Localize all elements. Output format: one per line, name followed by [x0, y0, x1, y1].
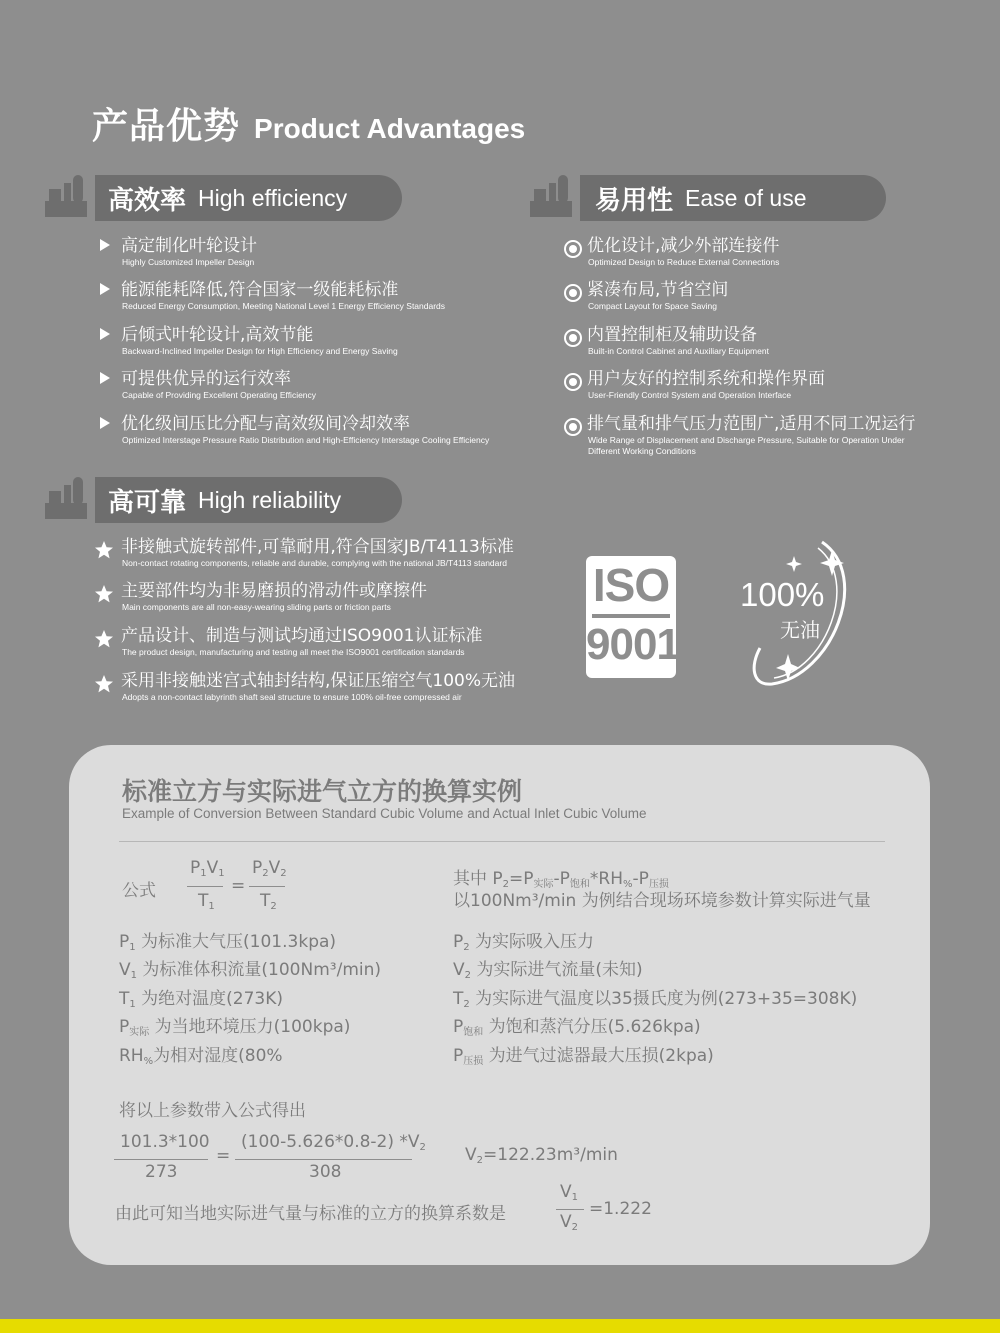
iso-label: ISO: [592, 559, 670, 611]
fraction-bar: [187, 886, 223, 887]
where-prefix: 其中 P: [453, 869, 503, 889]
list-item: [563, 324, 769, 357]
oil-free-badge: [732, 536, 852, 692]
formula-lhs-denominator: $T_1$: [198, 891, 215, 912]
definition-row: $V_2$ 为实际进气流量(未知): [453, 960, 643, 981]
card-title: 标准立方与实际进气立方的换算实例: [122, 777, 523, 806]
item-subtitle: Main components are all non-easy-wearing sliding parts or friction parts: [122, 602, 391, 612]
substitution-rhs-denominator: 308: [309, 1162, 342, 1182]
list-item: [97, 368, 316, 401]
list-item: [563, 413, 915, 457]
conclusion-text: 由此可知当地实际进气量与标准的立方的换算系数是: [115, 1204, 506, 1224]
formula-rhs-numerator: $P_2V_2$: [252, 858, 287, 879]
list-item: [94, 536, 514, 569]
star-bullet-icon: [94, 629, 114, 649]
star-bullet-icon: [94, 674, 114, 694]
card-divider: [119, 841, 885, 842]
triangle-bullet-icon: [100, 283, 110, 295]
card-subtitle: Example of Conversion Between Standard Cubic Volume and Actual Inlet Cubic Volume: [122, 806, 647, 821]
item-subtitle: Compact Layout for Space Saving: [588, 301, 717, 311]
item-title: 高定制化叶轮设计: [121, 236, 257, 256]
substitution-lhs-numerator: 101.3*100: [120, 1132, 210, 1152]
fraction-bar: [235, 1159, 412, 1160]
definition-row: $P_2$ 为实际吸入压力: [453, 932, 595, 953]
item-title: 主要部件均为非易磨损的滑动件或摩擦件: [121, 581, 427, 601]
iso9001-badge: [586, 556, 680, 678]
item-title: 后倾式叶轮设计,高效节能: [121, 325, 314, 345]
item-subtitle: Reduced Energy Consumption, Meeting National Level 1 Energy Efficiency Standards: [122, 301, 446, 311]
item-subtitle: The product design, manufacturing and testing all meet the ISO9001 certification standards: [122, 647, 465, 657]
oil-free-label: 无油: [780, 618, 820, 642]
item-subtitle: Backward-Inclined Impeller Design for High Efficiency and Energy Saving: [122, 346, 398, 356]
list-item: [97, 235, 257, 268]
compressor-icon: [43, 171, 89, 221]
definition-row: $P_1$ 为标准大气压(101.3kpa): [119, 932, 337, 953]
page-title-zh: 产品优势: [92, 106, 241, 147]
list-item: [563, 368, 825, 401]
target-bullet-icon: [563, 372, 583, 392]
section-tab-reliability: [95, 477, 402, 523]
item-title: 采用非接触迷宫式轴封结构,保证压缩空气100%无油: [121, 671, 516, 691]
list-item: [563, 235, 779, 268]
fraction-bar: [249, 886, 285, 887]
section-title-en: High reliability: [198, 486, 342, 513]
section-title-zh: 高可靠: [108, 487, 187, 518]
section-title-zh: 高效率: [108, 185, 187, 216]
triangle-bullet-icon: [100, 239, 110, 251]
star-bullet-icon: [94, 540, 114, 560]
iso-number: 9001: [586, 620, 680, 669]
list-item: [94, 580, 427, 613]
item-title: 内置控制柜及辅助设备: [587, 325, 757, 345]
list-item: [97, 413, 489, 446]
item-subtitle-line2: Different Working Conditions: [588, 446, 696, 456]
oil-free-percent: 100%: [740, 576, 825, 613]
list-item: [97, 279, 445, 312]
section-tab-ease: [580, 175, 886, 221]
result: $V_2=122.23m^3/\min$: [465, 1145, 618, 1166]
star-bullet-icon: [94, 584, 114, 604]
item-title: 用户友好的控制系统和操作界面: [587, 369, 825, 389]
item-title: 紧凑布局,节省空间: [587, 280, 729, 300]
triangle-bullet-icon: [100, 328, 110, 340]
triangle-bullet-icon: [100, 417, 110, 429]
badge-divider: [592, 614, 670, 618]
equals-sign: =: [231, 876, 246, 896]
section-title-en: Ease of use: [685, 184, 807, 211]
definition-row: $P_{饱和}$ 为饱和蒸汽分压(5.626kpa): [453, 1017, 701, 1038]
coef-value: =1.222: [589, 1199, 652, 1219]
page-title-en: Product Advantages: [254, 113, 526, 144]
definition-row: $P_{压损}$ 为进气过滤器最大压损(2kpa): [453, 1046, 714, 1067]
compressor-icon: [528, 171, 574, 221]
fraction-bar: [556, 1209, 584, 1210]
list-item: [563, 279, 728, 312]
section-title-en: High efficiency: [198, 184, 348, 211]
item-title: 优化级间压比分配与高效级间冷却效率: [121, 414, 410, 434]
bottom-accent-stripe: [0, 1319, 1000, 1333]
list-item: [94, 670, 515, 703]
definition-row: $P_{实际}$ 为当地环境压力(100kpa): [119, 1017, 351, 1038]
item-subtitle: Non-contact rotating components, reliable and durable, complying with the national JB/T4113 standard: [122, 558, 507, 568]
definition-row: $T_2$ 为实际进气温度以35摄氏度为例(273+35=308K): [453, 989, 858, 1010]
target-bullet-icon: [563, 417, 583, 437]
item-subtitle: Highly Customized Impeller Design: [122, 257, 255, 267]
formula-lhs-numerator: $P_1V_1$: [190, 858, 225, 879]
triangle-bullet-icon: [100, 372, 110, 384]
p2-definition: 其中 $P_2=P_{实际}-P_{饱和}*RH_{\%}-P_{压损}$: [453, 869, 669, 890]
item-title: 能源能耗降低,符合国家一级能耗标准: [121, 280, 399, 300]
fraction-bar: [114, 1159, 208, 1160]
substitution-lhs-denominator: 273: [145, 1162, 178, 1182]
formula-rhs-denominator: $T_2$: [260, 891, 277, 912]
coef-denominator: $V_2$: [560, 1212, 579, 1233]
item-title: 产品设计、制造与测试均通过ISO9001认证标准: [121, 626, 483, 646]
target-bullet-icon: [563, 328, 583, 348]
target-bullet-icon: [563, 283, 583, 303]
definition-row: $RH_{\%}$为相对湿度(80%: [119, 1046, 283, 1067]
compressor-icon: [43, 473, 89, 523]
item-title: 可提供优异的运行效率: [121, 369, 291, 389]
item-subtitle: User-Friendly Control System and Operation Interface: [588, 390, 792, 400]
list-item: [97, 324, 398, 357]
substitution-rhs-numerator: (100-5.626*0.8-2) $*V_2$: [241, 1132, 426, 1153]
item-subtitle: Wide Range of Displacement and Discharge Pressure, Suitable for Operation Under: [588, 435, 905, 445]
section-tab-efficiency: [95, 175, 402, 221]
formula-label: 公式: [122, 881, 156, 901]
coef-numerator: $V_1$: [560, 1182, 579, 1203]
conversion-card: [69, 745, 930, 1265]
definition-row: $V_1$ 为标准体积流量(100Nm³/min): [119, 960, 382, 981]
list-item: [94, 625, 482, 658]
item-subtitle: Built-in Control Cabinet and Auxiliary Equipment: [588, 346, 769, 356]
calc-note: 以100Nm³/min 为例结合现场环境参数计算实际进气量: [453, 891, 871, 911]
item-title: 排气量和排气压力范围广,适用不同工况运行: [587, 414, 916, 434]
item-title: 优化设计,减少外部连接件: [587, 236, 780, 256]
section-title-zh: 易用性: [595, 185, 674, 216]
equals-sign: =: [216, 1146, 231, 1166]
substitute-note: 将以上参数带入公式得出: [119, 1101, 306, 1121]
item-subtitle: Capable of Providing Excellent Operating Efficiency: [122, 390, 317, 400]
definition-row: $T_1$ 为绝对温度(273K): [119, 989, 284, 1010]
target-bullet-icon: [563, 239, 583, 259]
item-subtitle: Adopts a non-contact labyrinth shaft seal structure to ensure 100% oil-free compressed air: [122, 692, 462, 702]
item-title: 非接触式旋转部件,可靠耐用,符合国家JB/T4113标准: [121, 537, 514, 557]
page-title: [92, 98, 525, 149]
item-subtitle: Optimized Design to Reduce External Connections: [588, 257, 780, 267]
item-subtitle: Optimized Interstage Pressure Ratio Distribution and High-Efficiency Interstage Cooling Efficiency: [122, 435, 490, 445]
